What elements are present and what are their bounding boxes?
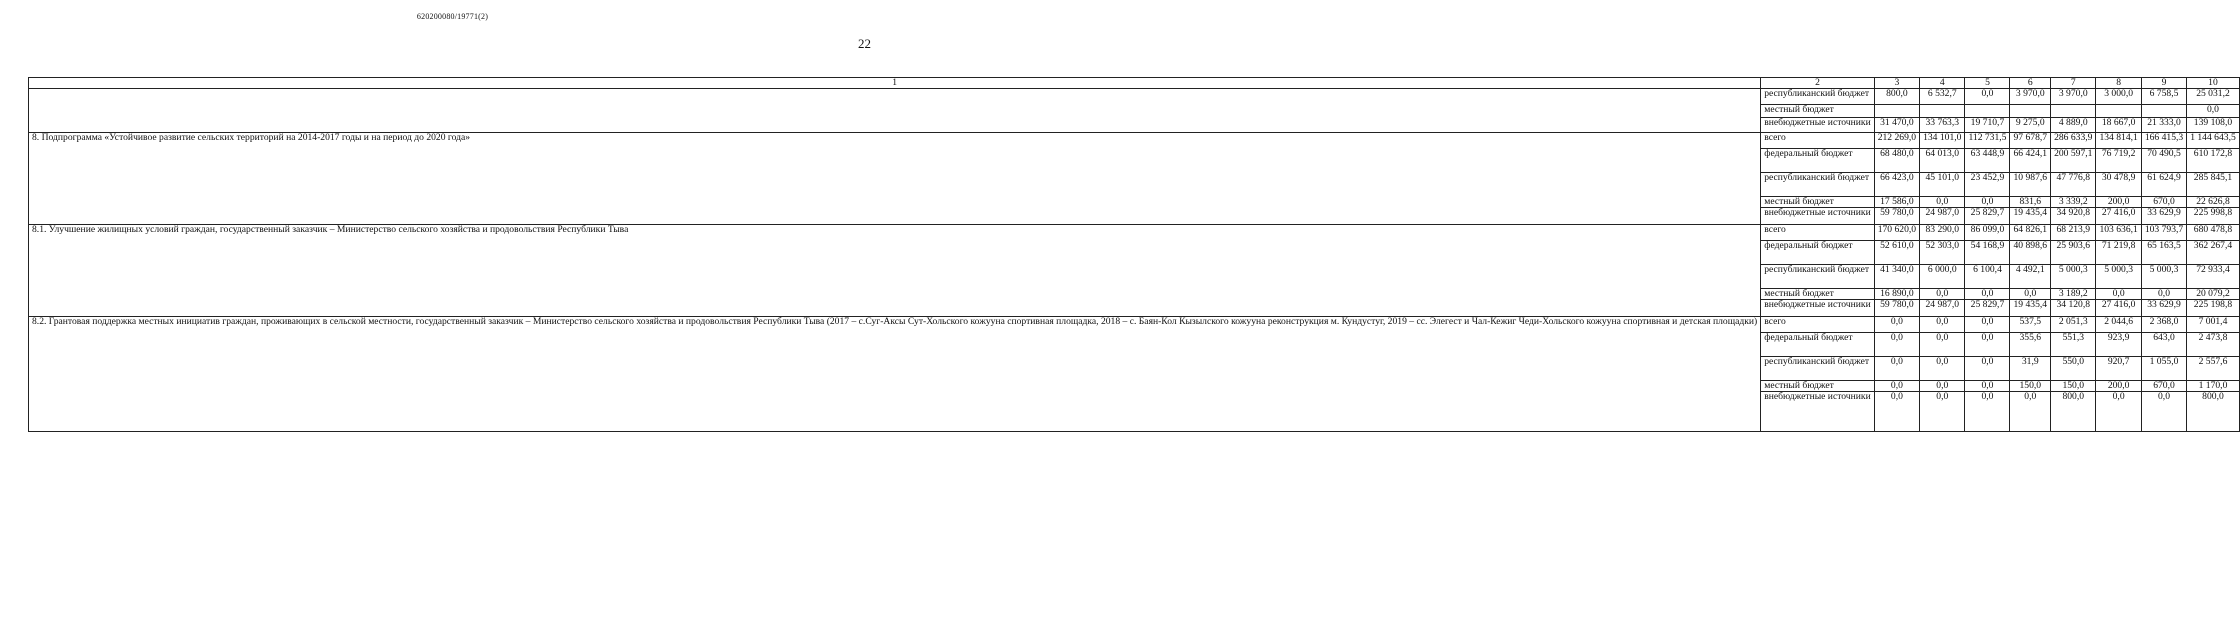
value-cell: 643,0 (2141, 333, 2186, 357)
total-value-cell: 225 998,8 (2187, 208, 2240, 225)
value-cell: 27 416,0 (2096, 300, 2141, 317)
value-cell: 0,0 (1920, 392, 1965, 432)
value-cell: 40 898,6 (2010, 241, 2051, 265)
budget-table (28, 77, 2240, 432)
value-cell: 0,0 (2010, 289, 2051, 300)
value-cell (2051, 105, 2096, 118)
value-cell: 1 055,0 (2141, 357, 2186, 381)
value-cell: 0,0 (1965, 357, 2010, 381)
value-cell: 6 758,5 (2141, 89, 2186, 105)
value-cell: 59 780,0 (1874, 300, 1919, 317)
column-number-4: 4 (1920, 78, 1965, 89)
total-value-cell: 362 267,4 (2187, 241, 2240, 265)
funding-source: внебюджетные источники (1761, 208, 1874, 225)
total-value-cell: 0,0 (2187, 105, 2240, 118)
value-cell: 0,0 (1965, 392, 2010, 432)
value-cell: 0,0 (1874, 357, 1919, 381)
value-cell: 103 793,7 (2141, 225, 2186, 241)
value-cell: 59 780,0 (1874, 208, 1919, 225)
funding-source: всего (1761, 133, 1874, 149)
value-cell: 4 889,0 (2051, 118, 2096, 133)
value-cell: 920,7 (2096, 357, 2141, 381)
column-number-5: 5 (1965, 78, 2010, 89)
value-cell: 2 044,6 (2096, 317, 2141, 333)
value-cell: 54 168,9 (1965, 241, 2010, 265)
program-name (29, 89, 1761, 133)
funding-source: местный бюджет (1761, 105, 1874, 118)
value-cell: 5 000,3 (2096, 265, 2141, 289)
value-cell: 70 490,5 (2141, 149, 2186, 173)
total-value-cell: 1 170,0 (2187, 381, 2240, 392)
funding-source: республиканский бюджет (1761, 357, 1874, 381)
value-cell: 19 710,7 (1965, 118, 2010, 133)
value-cell: 34 920,8 (2051, 208, 2096, 225)
value-cell: 19 435,4 (2010, 300, 2051, 317)
value-cell (1874, 105, 1919, 118)
funding-source: республиканский бюджет (1761, 265, 1874, 289)
value-cell: 112 731,5 (1965, 133, 2010, 149)
column-number-6: 6 (2010, 78, 2051, 89)
value-cell: 103 636,1 (2096, 225, 2141, 241)
column-number-3: 3 (1874, 78, 1919, 89)
table-row (29, 225, 2240, 241)
funding-source: федеральный бюджет (1761, 333, 1874, 357)
funding-source: внебюджетные источники (1761, 300, 1874, 317)
value-cell: 6 000,0 (1920, 265, 1965, 289)
value-cell: 64 826,1 (2010, 225, 2051, 241)
value-cell: 5 000,3 (2141, 265, 2186, 289)
value-cell: 18 667,0 (2096, 118, 2141, 133)
value-cell: 33 629,9 (2141, 208, 2186, 225)
value-cell: 5 000,3 (2051, 265, 2096, 289)
value-cell: 0,0 (1920, 333, 1965, 357)
funding-source: федеральный бюджет (1761, 241, 1874, 265)
funding-source: внебюджетные источники (1761, 118, 1874, 133)
value-cell: 63 448,9 (1965, 149, 2010, 173)
value-cell: 0,0 (1920, 381, 1965, 392)
value-cell: 68 480,0 (1874, 149, 1919, 173)
value-cell (2010, 105, 2051, 118)
value-cell: 6 532,7 (1920, 89, 1965, 105)
total-value-cell: 2 473,8 (2187, 333, 2240, 357)
value-cell: 21 333,0 (2141, 118, 2186, 133)
value-cell: 2 051,3 (2051, 317, 2096, 333)
program-name: 8.1. Улучшение жилищных условий граждан, государственный заказчик – Министерство сельского хозяйства и продовольствия Республики Тыва (29, 225, 1761, 317)
program-name: 8.2. Грантовая поддержка местных инициатив граждан, проживающих в сельской местности, государственный заказчик – Министерство сельского хозяйства и продовольствия Республики Тыва (2017 – с.Суг-Аксы Сут-Хольского кожууна спортивная площадка, 2018 – с. Баян-Кол Кызылского кожууна реконструкция м. Кундустуг, 2019 – сс. Элегест и Чал-Кежиг Чеди-Хольского кожууна спортивная и детская площадки) (29, 317, 1761, 432)
total-value-cell: 72 933,4 (2187, 265, 2240, 289)
value-cell: 83 290,0 (1920, 225, 1965, 241)
value-cell: 25 829,7 (1965, 300, 2010, 317)
value-cell: 3 970,0 (2010, 89, 2051, 105)
value-cell: 41 340,0 (1874, 265, 1919, 289)
value-cell: 24 987,0 (1920, 208, 1965, 225)
value-cell: 831,6 (2010, 197, 2051, 208)
value-cell (1920, 105, 1965, 118)
funding-source: местный бюджет (1761, 289, 1874, 300)
value-cell (1965, 105, 2010, 118)
total-value-cell: 2 557,6 (2187, 357, 2240, 381)
value-cell: 0,0 (1965, 333, 2010, 357)
value-cell: 52 303,0 (1920, 241, 1965, 265)
value-cell: 670,0 (2141, 197, 2186, 208)
funding-source: республиканский бюджет (1761, 89, 1874, 105)
value-cell (2141, 105, 2186, 118)
total-value-cell: 800,0 (2187, 392, 2240, 432)
funding-source: местный бюджет (1761, 197, 1874, 208)
value-cell: 800,0 (1874, 89, 1919, 105)
value-cell: 76 719,2 (2096, 149, 2141, 173)
funding-source: всего (1761, 317, 1874, 333)
program-name: 8. Подпрограмма «Устойчивое развитие сельских территорий на 2014-2017 годы и на период до 2020 года» (29, 133, 1761, 225)
value-cell: 17 586,0 (1874, 197, 1919, 208)
value-cell: 537,5 (2010, 317, 2051, 333)
value-cell: 64 013,0 (1920, 149, 1965, 173)
value-cell: 3 339,2 (2051, 197, 2096, 208)
value-cell: 33 763,3 (1920, 118, 1965, 133)
funding-source: внебюджетные источники (1761, 392, 1874, 432)
value-cell (2096, 105, 2141, 118)
value-cell: 170 620,0 (1874, 225, 1919, 241)
value-cell: 0,0 (1965, 289, 2010, 300)
total-value-cell: 20 079,2 (2187, 289, 2240, 300)
column-number-2: 2 (1761, 78, 1874, 89)
value-cell: 0,0 (1965, 197, 2010, 208)
table-row (29, 317, 2240, 333)
total-value-cell: 25 031,2 (2187, 89, 2240, 105)
value-cell: 355,6 (2010, 333, 2051, 357)
value-cell: 923,9 (2096, 333, 2141, 357)
value-cell: 23 452,9 (1965, 173, 2010, 197)
value-cell: 25 903,6 (2051, 241, 2096, 265)
value-cell: 31 470,0 (1874, 118, 1919, 133)
value-cell: 2 368,0 (2141, 317, 2186, 333)
value-cell: 65 163,5 (2141, 241, 2186, 265)
value-cell: 10 987,6 (2010, 173, 2051, 197)
column-number-7: 7 (2051, 78, 2096, 89)
value-cell: 0,0 (1965, 381, 2010, 392)
value-cell: 150,0 (2051, 381, 2096, 392)
value-cell: 0,0 (1874, 317, 1919, 333)
value-cell: 33 629,9 (2141, 300, 2186, 317)
value-cell: 0,0 (1874, 333, 1919, 357)
value-cell: 52 610,0 (1874, 241, 1919, 265)
value-cell: 66 424,1 (2010, 149, 2051, 173)
funding-source: местный бюджет (1761, 381, 1874, 392)
value-cell: 200 597,1 (2051, 149, 2096, 173)
value-cell: 6 100,4 (1965, 265, 2010, 289)
page-number: 22 (858, 36, 871, 51)
total-value-cell: 225 198,8 (2187, 300, 2240, 317)
value-cell: 16 890,0 (1874, 289, 1919, 300)
column-number-10: 10 (2187, 78, 2240, 89)
value-cell: 551,3 (2051, 333, 2096, 357)
value-cell: 34 120,8 (2051, 300, 2096, 317)
value-cell: 3 000,0 (2096, 89, 2141, 105)
value-cell: 200,0 (2096, 197, 2141, 208)
value-cell: 212 269,0 (1874, 133, 1919, 149)
value-cell: 800,0 (2051, 392, 2096, 432)
funding-source: всего (1761, 225, 1874, 241)
value-cell: 31,9 (2010, 357, 2051, 381)
value-cell: 0,0 (1920, 197, 1965, 208)
column-number-1: 1 (29, 78, 1761, 89)
value-cell: 27 416,0 (2096, 208, 2141, 225)
total-value-cell: 139 108,0 (2187, 118, 2240, 133)
total-value-cell: 680 478,8 (2187, 225, 2240, 241)
total-value-cell: 1 144 643,5 (2187, 133, 2240, 149)
value-cell: 134 101,0 (1920, 133, 1965, 149)
value-cell: 0,0 (1965, 317, 2010, 333)
funding-source: федеральный бюджет (1761, 149, 1874, 173)
value-cell: 3 189,2 (2051, 289, 2096, 300)
document-code: 620200080/19771(2) (416, 12, 489, 21)
column-number-9: 9 (2141, 78, 2186, 89)
value-cell: 25 829,7 (1965, 208, 2010, 225)
value-cell: 0,0 (1874, 381, 1919, 392)
value-cell: 0,0 (1920, 357, 1965, 381)
value-cell: 3 970,0 (2051, 89, 2096, 105)
value-cell: 0,0 (1965, 89, 2010, 105)
table-header-row (29, 78, 2240, 89)
value-cell: 24 987,0 (1920, 300, 1965, 317)
value-cell: 45 101,0 (1920, 173, 1965, 197)
value-cell: 97 678,7 (2010, 133, 2051, 149)
value-cell: 200,0 (2096, 381, 2141, 392)
value-cell: 86 099,0 (1965, 225, 2010, 241)
value-cell: 0,0 (1920, 317, 1965, 333)
funding-source: республиканский бюджет (1761, 173, 1874, 197)
value-cell: 0,0 (1920, 289, 1965, 300)
value-cell: 71 219,8 (2096, 241, 2141, 265)
value-cell: 61 624,9 (2141, 173, 2186, 197)
value-cell: 68 213,9 (2051, 225, 2096, 241)
value-cell: 0,0 (2096, 392, 2141, 432)
value-cell: 0,0 (2010, 392, 2051, 432)
value-cell: 47 776,8 (2051, 173, 2096, 197)
column-number-8: 8 (2096, 78, 2141, 89)
total-value-cell: 7 001,4 (2187, 317, 2240, 333)
value-cell: 166 415,3 (2141, 133, 2186, 149)
value-cell: 550,0 (2051, 357, 2096, 381)
value-cell: 19 435,4 (2010, 208, 2051, 225)
value-cell: 9 275,0 (2010, 118, 2051, 133)
value-cell: 134 814,1 (2096, 133, 2141, 149)
value-cell: 66 423,0 (1874, 173, 1919, 197)
value-cell: 150,0 (2010, 381, 2051, 392)
value-cell: 0,0 (2141, 392, 2186, 432)
value-cell: 286 633,9 (2051, 133, 2096, 149)
value-cell: 670,0 (2141, 381, 2186, 392)
total-value-cell: 285 845,1 (2187, 173, 2240, 197)
value-cell: 4 492,1 (2010, 265, 2051, 289)
value-cell: 30 478,9 (2096, 173, 2141, 197)
value-cell: 0,0 (2141, 289, 2186, 300)
value-cell: 0,0 (2096, 289, 2141, 300)
value-cell: 0,0 (1874, 392, 1919, 432)
total-value-cell: 610 172,8 (2187, 149, 2240, 173)
table-row (29, 133, 2240, 149)
table-row (29, 89, 2240, 105)
total-value-cell: 22 626,8 (2187, 197, 2240, 208)
